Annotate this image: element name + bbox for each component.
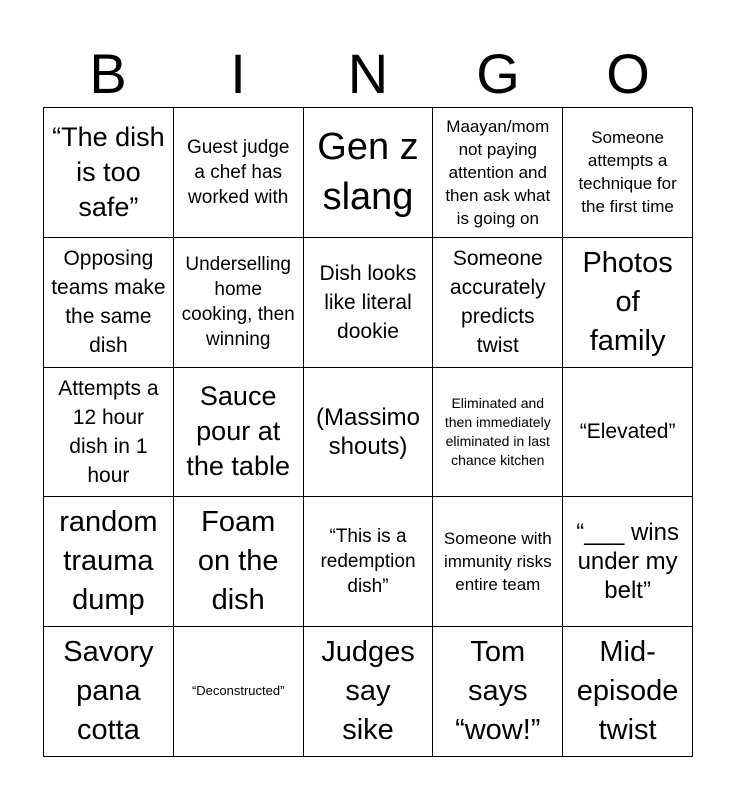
bingo-cell[interactable]: Tom says “wow!” <box>433 627 563 757</box>
header-letter-g: G <box>476 42 520 105</box>
bingo-cell[interactable]: Photos of family <box>563 238 693 368</box>
bingo-cell[interactable]: Guest judge a chef has worked with <box>174 108 304 238</box>
bingo-cell[interactable]: “___ wins under my belt” <box>563 497 693 627</box>
bingo-cell[interactable]: Someone accurately predicts twist <box>433 238 563 368</box>
header-letter-n: N <box>347 42 389 105</box>
bingo-cell[interactable]: Dish looks like literal dookie <box>304 238 434 368</box>
bingo-cell[interactable]: Eliminated and then immediately eliminated in last chance kitchen <box>433 368 563 498</box>
bingo-cell[interactable]: Gen z slang <box>304 108 434 238</box>
bingo-grid <box>43 107 693 757</box>
bingo-cell[interactable]: (Massimo shouts) <box>304 368 434 498</box>
bingo-cell[interactable]: “The dish is too safe” <box>44 108 174 238</box>
header-letter-i: I <box>230 42 246 105</box>
bingo-cell[interactable]: Judges say sike <box>304 627 434 757</box>
bingo-cell[interactable]: Underselling home cooking, then winning <box>174 238 304 368</box>
bingo-cell[interactable]: Attempts a 12 hour dish in 1 hour <box>44 368 174 498</box>
header-letter-o: O <box>606 42 650 105</box>
bingo-cell[interactable]: Opposing teams make the same dish <box>44 238 174 368</box>
bingo-cell[interactable]: Someone attempts a technique for the first time <box>563 108 693 238</box>
bingo-cell[interactable]: Savory pana cotta <box>44 627 174 757</box>
bingo-cell[interactable]: Someone with immunity risks entire team <box>433 497 563 627</box>
bingo-cell[interactable]: Sauce pour at the table <box>174 368 304 498</box>
bingo-cell[interactable]: “Deconstructed” <box>174 627 304 757</box>
bingo-cell[interactable]: Foam on the dish <box>174 497 304 627</box>
bingo-cell[interactable]: Maayan/mom not paying attention and then ask what is going on <box>433 108 563 238</box>
bingo-cell[interactable]: random trauma dump <box>44 497 174 627</box>
header-letter-b: B <box>89 42 127 105</box>
bingo-cell[interactable]: “This is a redemption dish” <box>304 497 434 627</box>
bingo-cell[interactable]: “Elevated” <box>563 368 693 498</box>
bingo-header <box>43 40 693 108</box>
bingo-cell[interactable]: Mid-episode twist <box>563 627 693 757</box>
